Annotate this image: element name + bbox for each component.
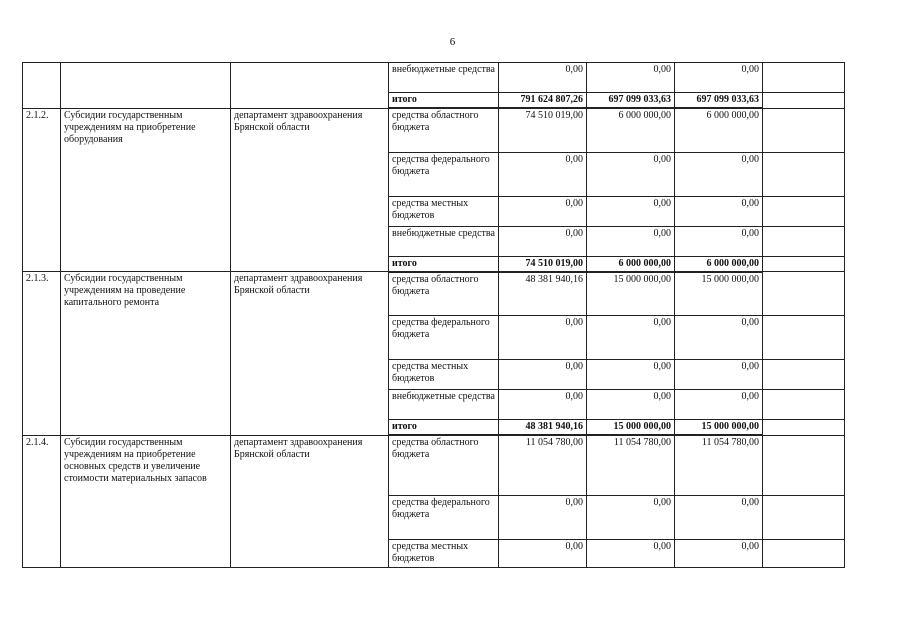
empty-cell: [763, 539, 845, 567]
amount-3: 6 000 000,00: [675, 108, 763, 152]
amount-1: 48 381 940,16: [499, 272, 587, 316]
amount-2: 0,00: [587, 226, 675, 256]
empty-cell: [763, 93, 845, 109]
budget-table: [22, 62, 845, 568]
amount-3: 0,00: [675, 63, 763, 93]
amount-2: 0,00: [587, 63, 675, 93]
item-name: [61, 63, 231, 109]
empty-cell: [763, 390, 845, 420]
funding-source: внебюджетные средства: [389, 390, 499, 420]
amount-3: 0,00: [675, 196, 763, 226]
amount-2: 15 000 000,00: [587, 420, 675, 436]
item-code: [23, 63, 61, 109]
funding-source: средства федерального бюджета: [389, 495, 499, 539]
item-name: Субсидии государственным учреждениям на приобретение основных средств и увеличение стоимости материальных запасов: [61, 435, 231, 567]
amount-1: 0,00: [499, 63, 587, 93]
table-row: [23, 272, 845, 316]
amount-3: 0,00: [675, 390, 763, 420]
table-row: [23, 108, 845, 152]
amount-1: 11 054 780,00: [499, 435, 587, 495]
empty-cell: [763, 316, 845, 360]
funding-source: средства областного бюджета: [389, 435, 499, 495]
item-department: департамент здравоохранения Брянской области: [231, 108, 389, 272]
item-name: Субсидии государственным учреждениям на проведение капитального ремонта: [61, 272, 231, 436]
item-department: департамент здравоохранения Брянской области: [231, 272, 389, 436]
empty-cell: [763, 256, 845, 272]
funding-source: средства федерального бюджета: [389, 316, 499, 360]
amount-1: 0,00: [499, 226, 587, 256]
amount-2: 0,00: [587, 539, 675, 567]
table-row: [23, 435, 845, 495]
amount-2: 0,00: [587, 196, 675, 226]
amount-2: 15 000 000,00: [587, 272, 675, 316]
amount-2: 6 000 000,00: [587, 256, 675, 272]
amount-3: 0,00: [675, 226, 763, 256]
amount-1: 0,00: [499, 539, 587, 567]
amount-3: 0,00: [675, 316, 763, 360]
funding-source: итого: [389, 420, 499, 436]
empty-cell: [763, 152, 845, 196]
funding-source: средства федерального бюджета: [389, 152, 499, 196]
amount-2: 11 054 780,00: [587, 435, 675, 495]
amount-3: 0,00: [675, 495, 763, 539]
amount-3: 6 000 000,00: [675, 256, 763, 272]
empty-cell: [763, 226, 845, 256]
empty-cell: [763, 420, 845, 436]
amount-3: 0,00: [675, 360, 763, 390]
amount-2: 0,00: [587, 390, 675, 420]
item-department: департамент здравоохранения Брянской области: [231, 435, 389, 567]
amount-1: 48 381 940,16: [499, 420, 587, 436]
empty-cell: [763, 495, 845, 539]
funding-source: средства областного бюджета: [389, 272, 499, 316]
amount-1: 74 510 019,00: [499, 256, 587, 272]
amount-1: 0,00: [499, 390, 587, 420]
empty-cell: [763, 272, 845, 316]
amount-3: 15 000 000,00: [675, 420, 763, 436]
funding-source: внебюджетные средства: [389, 63, 499, 93]
empty-cell: [763, 435, 845, 495]
table-row: [23, 63, 845, 93]
funding-source: средства местных бюджетов: [389, 360, 499, 390]
amount-3: 15 000 000,00: [675, 272, 763, 316]
amount-3: 697 099 033,63: [675, 93, 763, 109]
funding-source: средства местных бюджетов: [389, 539, 499, 567]
amount-2: 697 099 033,63: [587, 93, 675, 109]
item-code: 2.1.2.: [23, 108, 61, 272]
funding-source: внебюджетные средства: [389, 226, 499, 256]
empty-cell: [763, 63, 845, 93]
amount-1: 791 624 807,26: [499, 93, 587, 109]
empty-cell: [763, 360, 845, 390]
item-name: Субсидии государственным учреждениям на приобретение оборудования: [61, 108, 231, 272]
amount-1: 0,00: [499, 360, 587, 390]
empty-cell: [763, 196, 845, 226]
item-department: [231, 63, 389, 109]
item-code: 2.1.4.: [23, 435, 61, 567]
item-code: 2.1.3.: [23, 272, 61, 436]
amount-1: 0,00: [499, 316, 587, 360]
funding-source: средства областного бюджета: [389, 108, 499, 152]
amount-1: 74 510 019,00: [499, 108, 587, 152]
empty-cell: [763, 108, 845, 152]
amount-3: 11 054 780,00: [675, 435, 763, 495]
amount-1: 0,00: [499, 152, 587, 196]
funding-source: итого: [389, 93, 499, 109]
amount-3: 0,00: [675, 152, 763, 196]
amount-2: 6 000 000,00: [587, 108, 675, 152]
amount-1: 0,00: [499, 495, 587, 539]
funding-source: итого: [389, 256, 499, 272]
amount-2: 0,00: [587, 495, 675, 539]
amount-2: 0,00: [587, 360, 675, 390]
amount-3: 0,00: [675, 539, 763, 567]
amount-2: 0,00: [587, 316, 675, 360]
page-number: 6: [449, 36, 456, 48]
funding-source: средства местных бюджетов: [389, 196, 499, 226]
amount-2: 0,00: [587, 152, 675, 196]
amount-1: 0,00: [499, 196, 587, 226]
